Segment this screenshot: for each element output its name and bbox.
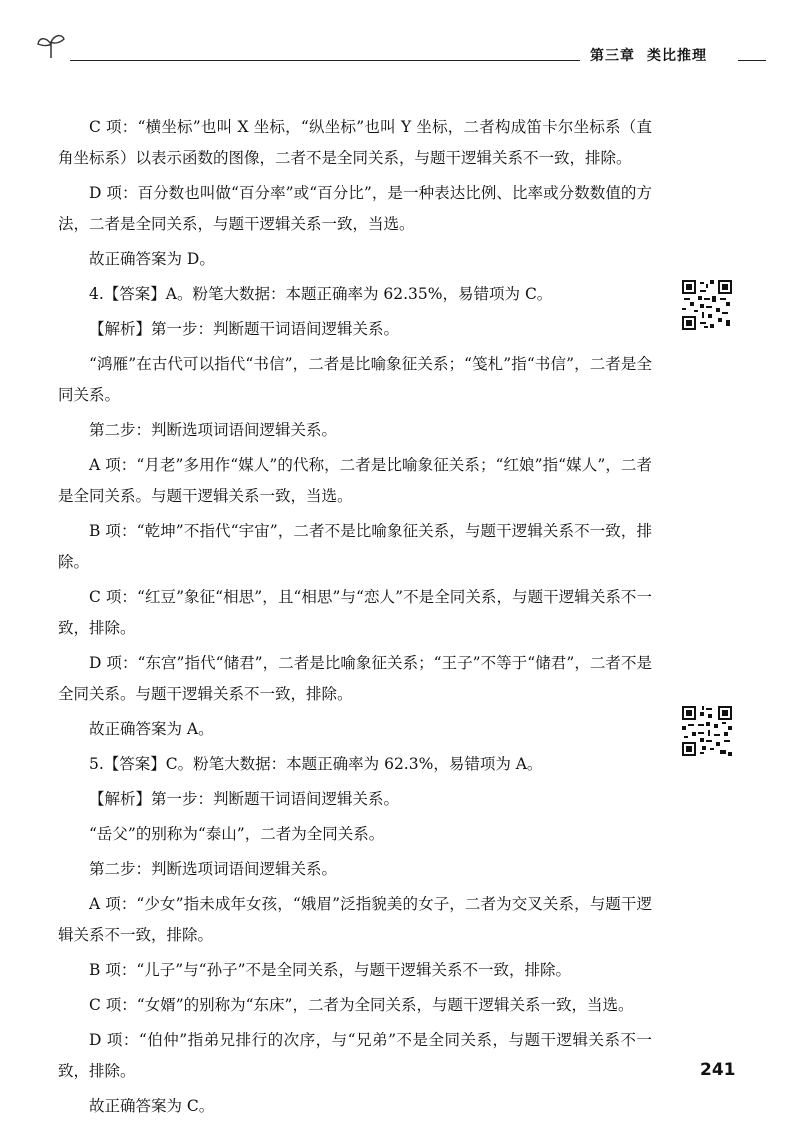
paragraph: C 项：“横坐标”也叫 X 坐标，“纵坐标”也叫 Y 坐标，二者构成笛卡尔坐标系（直角坐标系）以表示函数的图像，二者不是全同关系，与题干逻辑关系不一致，排除。 <box>58 118 652 167</box>
qr-code-icon[interactable] <box>682 706 732 756</box>
header-rule <box>70 60 580 61</box>
paragraph: 第二步：判断选项词语间逻辑关系。 <box>89 421 338 439</box>
paragraph: “岳父”的别称为“泰山”，二者为全同关系。 <box>89 825 385 843</box>
header-rule-end <box>738 60 766 61</box>
answer-heading-4: 4.【答案】A。粉笔大数据：本题正确率为 62.35%，易错项为 C。 <box>89 285 553 303</box>
page-body <box>58 112 652 1126</box>
answer-heading-5: 5.【答案】C。粉笔大数据：本题正确率为 62.3%，易错项为 A。 <box>89 755 543 773</box>
paragraph: A 项：“少女”指未成年女孩，“娥眉”泛指貌美的女子，二者为交叉关系，与题干逻辑关系不一致，排除。 <box>58 895 652 944</box>
section-label: 类比推理 <box>647 48 707 64</box>
paragraph: “鸿雁”在古代可以指代“书信”，二者是比喻象征关系；“笺札”指“书信”，二者是全同关系。 <box>58 355 652 404</box>
paragraph: C 项：“红豆”象征“相思”，且“相思”与“恋人”不是全同关系，与题干逻辑关系不一致，排除。 <box>58 588 652 637</box>
sprout-icon <box>36 32 66 60</box>
analysis-heading: 【解析】第一步：判断题干词语间逻辑关系。 <box>89 320 400 338</box>
paragraph: B 项：“乾坤”不指代“宇宙”，二者不是比喻象征关系，与题干逻辑关系不一致，排除。 <box>58 522 652 571</box>
paragraph: B 项：“儿子”与“孙子”不是全同关系，与题干逻辑关系不一致，排除。 <box>89 961 572 979</box>
chapter-heading <box>590 45 707 65</box>
paragraph: 第二步：判断选项词语间逻辑关系。 <box>89 860 338 878</box>
chapter-label: 第三章 <box>590 48 635 64</box>
page-header <box>0 0 800 80</box>
paragraph: 故正确答案为 D。 <box>89 250 215 268</box>
paragraph: D 项：“东宫”指代“储君”，二者是比喻象征关系；“王子”不等于“储君”，二者不是全同关系。与题干逻辑关系不一致，排除。 <box>58 654 652 703</box>
paragraph: D 项：“伯仲”指弟兄排行的次序，与“兄弟”不是全同关系，与题干逻辑关系不一致，排除。 <box>58 1031 652 1080</box>
paragraph: 故正确答案为 A。 <box>89 720 214 738</box>
paragraph: 故正确答案为 C。 <box>89 1097 215 1115</box>
qr-code-icon[interactable] <box>682 280 732 330</box>
paragraph: C 项：“女婿”的别称为“东床”，二者为全同关系，与题干逻辑关系一致，当选。 <box>89 996 634 1014</box>
page-number: 241 <box>700 1060 736 1080</box>
paragraph: A 项：“月老”多用作“媒人”的代称，二者是比喻象征关系；“红娘”指“媒人”，二者是全同关系。与题干逻辑关系一致，当选。 <box>58 456 652 505</box>
analysis-heading: 【解析】第一步：判断题干词语间逻辑关系。 <box>89 790 400 808</box>
paragraph: D 项：百分数也叫做“百分率”或“百分比”，是一种表达比例、比率或分数数值的方法，二者是全同关系，与题干逻辑关系一致，当选。 <box>58 184 652 233</box>
